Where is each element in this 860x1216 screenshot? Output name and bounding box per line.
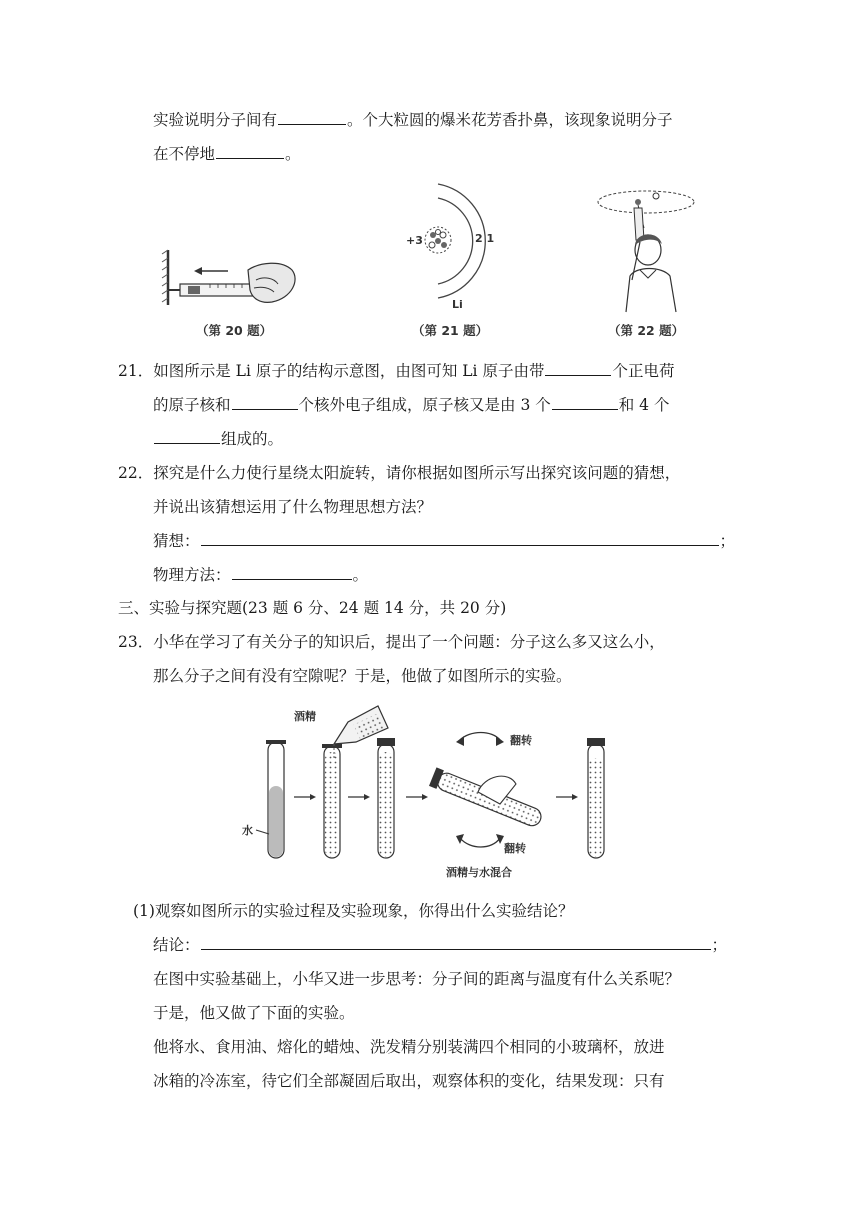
shell-electron-label: 2 1 [475, 232, 495, 245]
method-answer-blank[interactable] [232, 564, 352, 580]
guess-label: 猜想： [153, 532, 200, 550]
question-number: 21． [118, 362, 154, 380]
flip-label-top: 翻转 [510, 734, 532, 747]
q20-text: 。 [285, 145, 301, 163]
question-number: 23． [118, 633, 154, 651]
nucleus-charge-label: +3 [406, 234, 423, 247]
section-title: 三、实验与探究题(23 题 6 分、24 题 14 分，共 20 分) [118, 599, 507, 617]
guess-answer-blank[interactable] [201, 530, 719, 546]
q20-text: 实验说明分子间有 [153, 111, 278, 129]
atom-symbol-label: Li [452, 298, 463, 311]
rotating-ball-figure [596, 180, 696, 318]
answer-blank[interactable] [216, 143, 284, 159]
q21-text: 个正电荷 [612, 362, 675, 380]
q23-paragraph-3: 他将水、食用油、熔化的蜡烛、洗发精分别装满四个相同的小玻璃杯，放进 [153, 1038, 665, 1056]
q20-text: 在不停地 [153, 145, 216, 163]
q21-line-3 [153, 428, 283, 450]
mix-label: 酒精与水混合 [446, 866, 512, 879]
q22-text: 探究是什么力使行星绕太阳旋转，请你根据如图所示写出探究该问题的猜想， [153, 464, 681, 482]
answer-blank[interactable] [154, 428, 220, 444]
figure-caption-20: （第 20 题） [196, 323, 273, 338]
syringe-figure [160, 240, 310, 310]
q23-text: 小华在学习了有关分子的知识后，提出了一个问题：分子这么多又这么小， [153, 633, 665, 651]
answer-blank[interactable] [278, 109, 346, 125]
method-label: 物理方法： [153, 566, 231, 584]
q21-line-1 [118, 360, 674, 382]
q22-line-1 [118, 462, 680, 484]
conclusion-label: 结论： [153, 936, 200, 954]
answer-blank[interactable] [232, 394, 298, 410]
q22-text: 。 [352, 566, 369, 584]
water-label: 水 [242, 824, 253, 837]
conclusion-answer-blank[interactable] [201, 934, 711, 950]
q22-guess-line [153, 530, 735, 552]
q21-text: 的原子核和 [153, 396, 231, 414]
figure-caption-21: （第 21 题） [412, 323, 489, 338]
test-tube-experiment-figure [238, 700, 628, 885]
q22-line-2: 并说出该猜想运用了什么物理思想方法？ [153, 498, 433, 516]
q20-line-2 [153, 143, 301, 165]
q23-paragraph-1: 在图中实验基础上，小华又进一步思考：分子间的距离与温度有什么关系呢？ [153, 970, 681, 988]
question-number: 22． [118, 464, 154, 482]
q22-text: ； [719, 532, 736, 550]
q23-line-2: 那么分子之间有没有空隙呢？于是，他做了如图所示的实验。 [153, 667, 572, 685]
q23-line-1 [118, 631, 665, 653]
answer-blank[interactable] [552, 394, 618, 410]
answer-blank[interactable] [545, 360, 611, 376]
q22-method-line [153, 564, 368, 586]
q21-line-2 [153, 394, 669, 416]
q21-text: 和 4 个 [618, 396, 670, 414]
q20-line-1 [153, 109, 673, 131]
q23-sub-question-1: (1)观察如图所示的实验过程及实验现象，你得出什么实验结论？ [133, 902, 574, 920]
q20-text: 。个大粒圆的爆米花芳香扑鼻，该现象说明分子 [347, 111, 673, 129]
lithium-atom-figure [400, 180, 500, 315]
flip-label-bottom: 翻转 [504, 842, 526, 855]
q23-paragraph-4: 冰箱的冷冻室，待它们全部凝固后取出，观察体积的变化，结果发现：只有 [153, 1072, 665, 1090]
q23-paragraph-2: 于是，他又做了下面的实验。 [153, 1004, 355, 1022]
q21-text: 个核外电子组成，原子核又是由 3 个 [298, 396, 551, 414]
q21-text: 如图所示是 Li 原子的结构示意图，由图可知 Li 原子由带 [153, 362, 545, 380]
alcohol-label: 酒精 [294, 710, 316, 723]
conclusion-line [153, 934, 727, 956]
q21-text: 组成的。 [221, 430, 284, 448]
figure-caption-22: （第 22 题） [608, 323, 685, 338]
q23-text: ； [711, 936, 728, 954]
